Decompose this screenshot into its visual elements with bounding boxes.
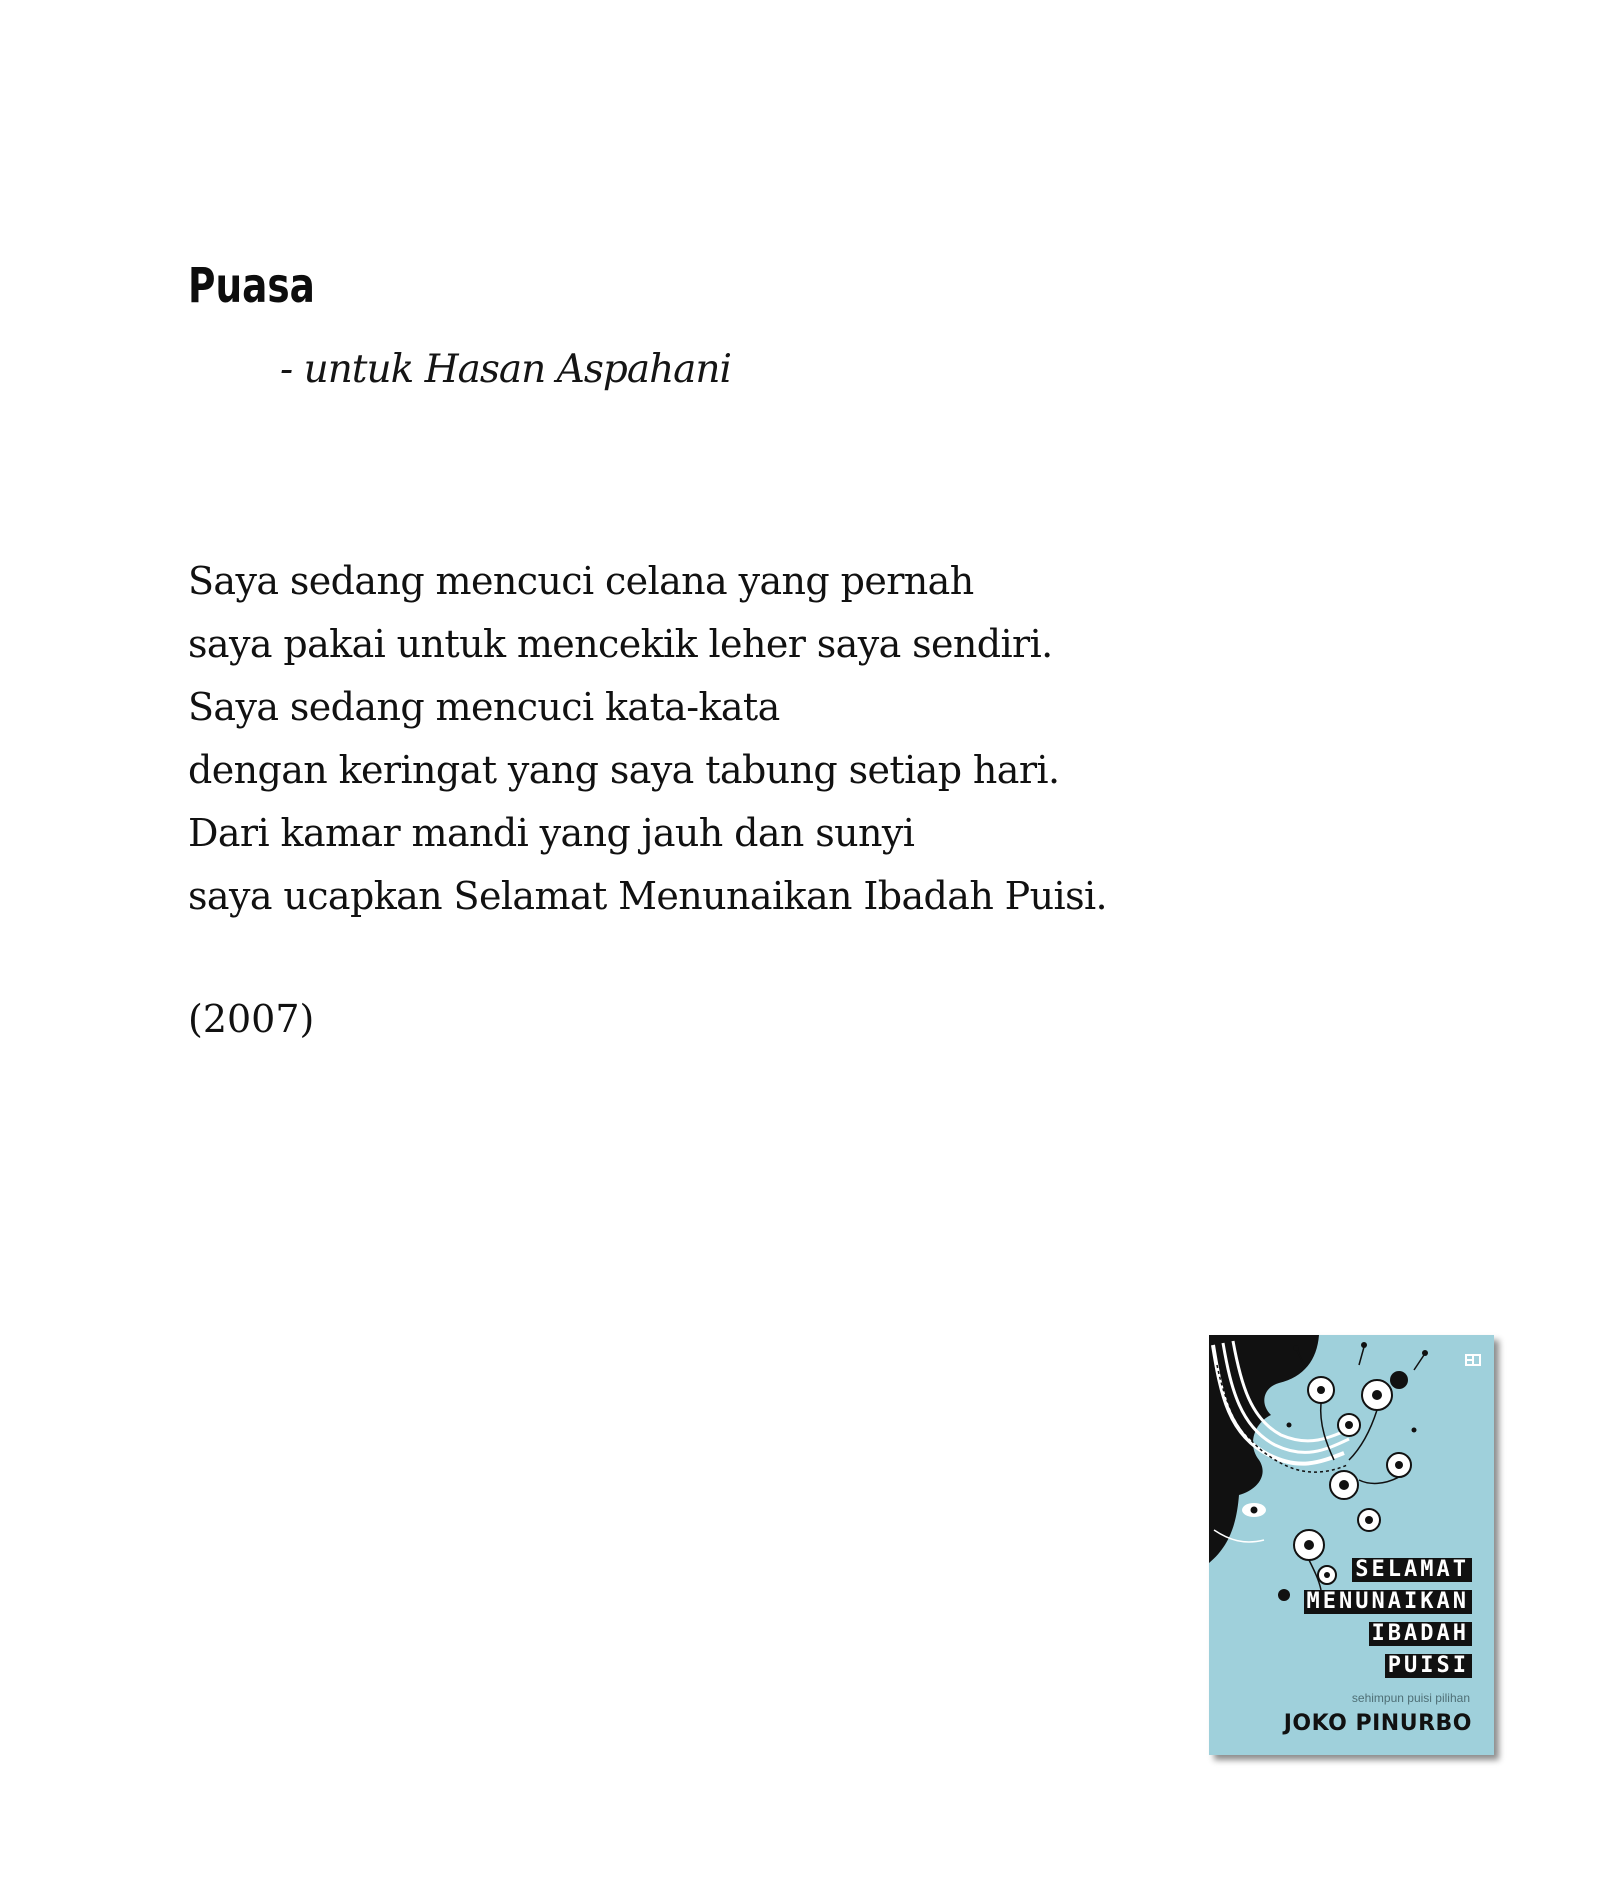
poem-line: saya pakai untuk mencekik leher saya sendiri. — [188, 622, 1053, 666]
book-title-line — [1304, 1622, 1472, 1646]
book-title-word: SELAMAT — [1352, 1558, 1472, 1582]
book-author: JOKO PINURBO — [1283, 1711, 1472, 1736]
poem-line: Saya sedang mencuci kata-kata — [188, 685, 780, 729]
poem-line: Dari kamar mandi yang jauh dan sunyi — [188, 811, 915, 855]
poem-title: Puasa — [188, 258, 315, 314]
poem-line: saya ucapkan Selamat Menunaikan Ibadah Puisi. — [188, 874, 1108, 918]
poem-line: Saya sedang mencuci celana yang pernah — [188, 559, 974, 603]
publisher-logo-icon — [1464, 1352, 1482, 1368]
poem-dedication: - untuk Hasan Aspahani — [280, 347, 732, 392]
book-title-line — [1304, 1590, 1472, 1614]
poem-line: dengan keringat yang saya tabung setiap hari. — [188, 748, 1060, 792]
book-cover — [1209, 1335, 1494, 1755]
poem-body — [188, 550, 1107, 928]
poem-year: (2007) — [188, 997, 315, 1041]
book-title-word: MENUNAIKAN — [1304, 1590, 1472, 1614]
book-title-line — [1304, 1654, 1472, 1678]
book-title-word: PUISI — [1385, 1654, 1472, 1678]
book-title-word: IBADAH — [1369, 1622, 1472, 1646]
book-title — [1304, 1558, 1472, 1686]
book-subtitle: sehimpun puisi pilihan — [1351, 1691, 1470, 1705]
book-title-line — [1304, 1558, 1472, 1582]
